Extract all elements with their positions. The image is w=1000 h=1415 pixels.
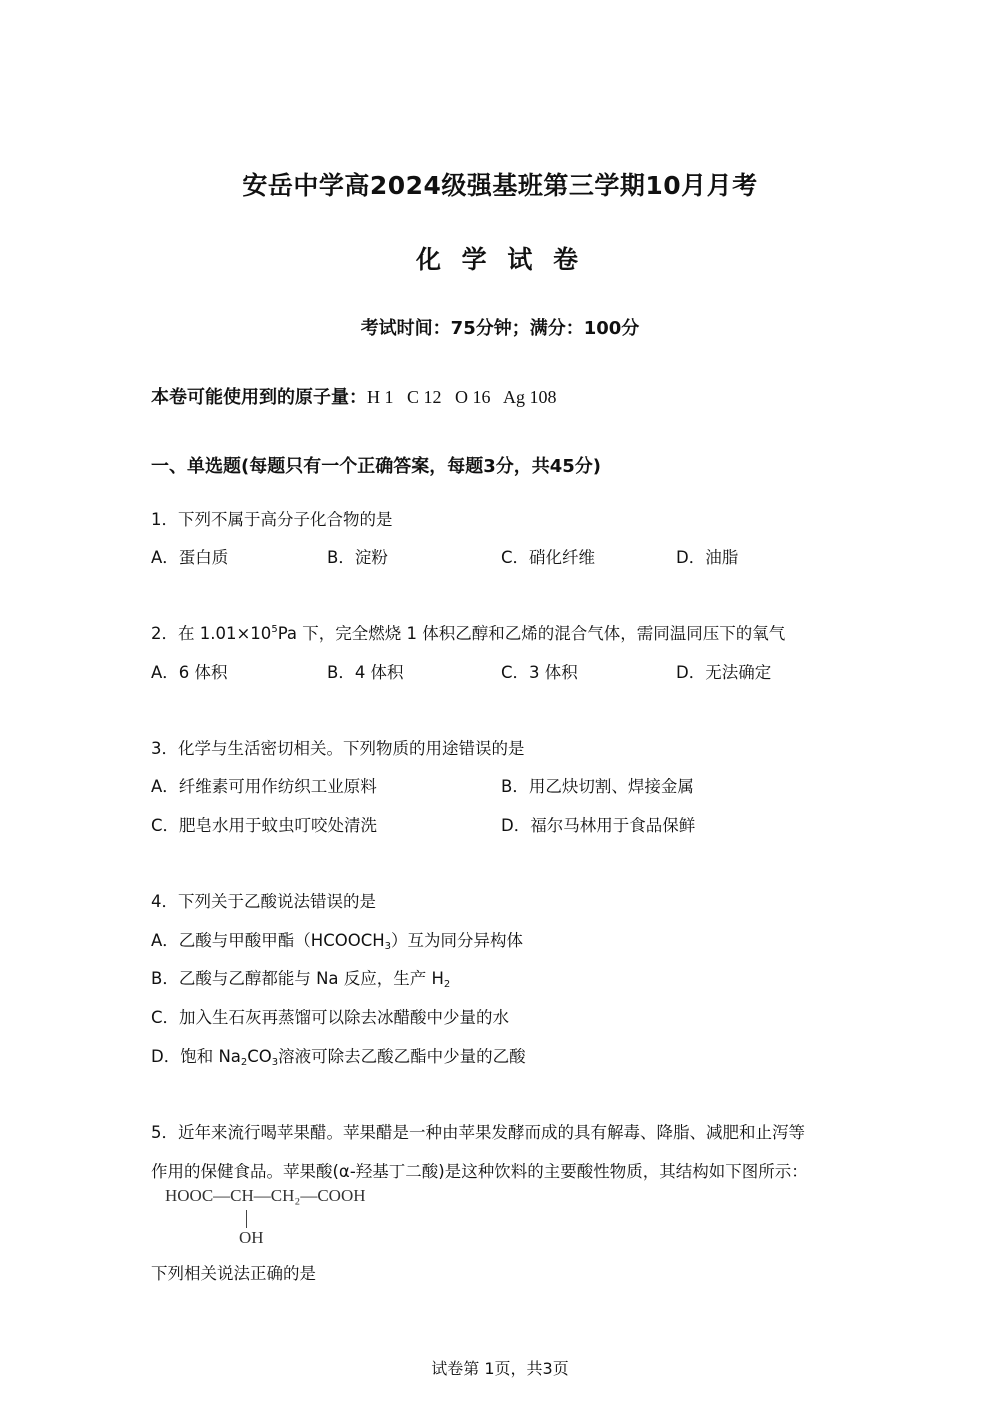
question-4-option-b (151, 965, 450, 990)
atomic-masses-values: H 1 C 12 O 16 Ag 108 (367, 387, 557, 407)
question-5-prompt: 下列相关说法正确的是 (151, 1264, 316, 1283)
question-4-option-d-mid: CO (247, 1047, 272, 1066)
structure-branch-oh: OH (239, 1228, 264, 1247)
question-2-option-c: C．3 体积 (501, 663, 578, 682)
exam-school-title: 安岳中学高2024级强基班第三学期10月月考 (242, 171, 758, 200)
question-4-stem: 4．下列关于乙酸说法错误的是 (151, 892, 376, 911)
question-2-option-a: A．6 体积 (151, 663, 228, 682)
question-4-option-c: C．加入生石灰再蒸馏可以除去冰醋酸中少量的水 (151, 1008, 510, 1027)
question-2-stem-post: Pa 下，完全燃烧 1 体积乙醇和乙烯的混合气体，需同温同压下的氧气 (277, 624, 786, 643)
question-4-option-a-pre: A．乙酸与甲酸甲酯（HCOOCH (151, 931, 385, 950)
exam-subject-title: 化 学 试 卷 (415, 245, 585, 274)
question-4-option-a (151, 927, 523, 952)
question-4-option-a-post: ）互为同分异构体 (391, 931, 523, 950)
question-4-option-d-pre: D．饱和 Na (151, 1047, 241, 1066)
question-4-option-d-sub2: 3 (271, 1057, 279, 1068)
question-1-option-d: D．油脂 (676, 548, 739, 567)
question-2-stem-pre: 2．在 1.01×10 (151, 624, 272, 643)
question-4-option-a-sub: 3 (384, 941, 391, 952)
structure-main-chain: HOOC—CH—CH₂—COOH (165, 1186, 366, 1205)
question-4-option-d-sub1: 2 (240, 1057, 248, 1068)
malic-acid-structure (165, 1186, 366, 1247)
question-2-stem-sup: 5 (271, 624, 278, 635)
question-3-option-a: A．纤维素可用作纺织工业原料 (151, 777, 377, 796)
structure-bond (246, 1210, 247, 1228)
question-1-option-b: B．淀粉 (327, 548, 388, 567)
question-4-option-d-post: 溶液可除去乙酸乙酯中少量的乙酸 (278, 1047, 526, 1066)
question-2-option-b: B．4 体积 (327, 663, 404, 682)
page-footer: 试卷第 1页，共3页 (431, 1359, 569, 1378)
atomic-masses-line (151, 383, 557, 409)
question-3-option-c: C．肥皂水用于蚊虫叮咬处清洗 (151, 816, 378, 835)
question-1-option-a: A．蛋白质 (151, 548, 229, 567)
question-2-stem (151, 620, 785, 644)
question-5-stem-line-1: 5．近年来流行喝苹果醋。苹果醋是一种由苹果发酵而成的具有解毒、降脂、减肥和止泻等 (151, 1123, 805, 1142)
question-2-option-d: D．无法确定 (676, 663, 772, 682)
question-3-option-b: B．用乙炔切割、焊接金属 (501, 777, 694, 796)
question-3-stem: 3．化学与生活密切相关。下列物质的用途错误的是 (151, 739, 525, 758)
question-4-option-b-pre: B．乙酸与乙醇都能与 Na 反应，生产 H (151, 969, 444, 988)
question-4-option-b-sub: 2 (443, 979, 451, 990)
question-3-option-d: D．福尔马林用于食品保鲜 (501, 816, 696, 835)
question-1-stem: 1．下列不属于高分子化合物的是 (151, 510, 393, 529)
atomic-masses-label: 本卷可能使用到的原子量： (151, 387, 367, 408)
question-5-stem-line-2: 作用的保健食品。苹果酸(α-羟基丁二酸)是这种饮料的主要酸性物质，其结构如下图所示： (151, 1162, 808, 1181)
question-1-option-c: C．硝化纤维 (501, 548, 596, 567)
exam-time-info: 考试时间：75分钟；满分：100分 (360, 318, 640, 339)
question-4-option-d (151, 1043, 526, 1068)
section-heading: 一、单选题(每题只有一个正确答案，每题3分，共45分) (151, 456, 602, 477)
